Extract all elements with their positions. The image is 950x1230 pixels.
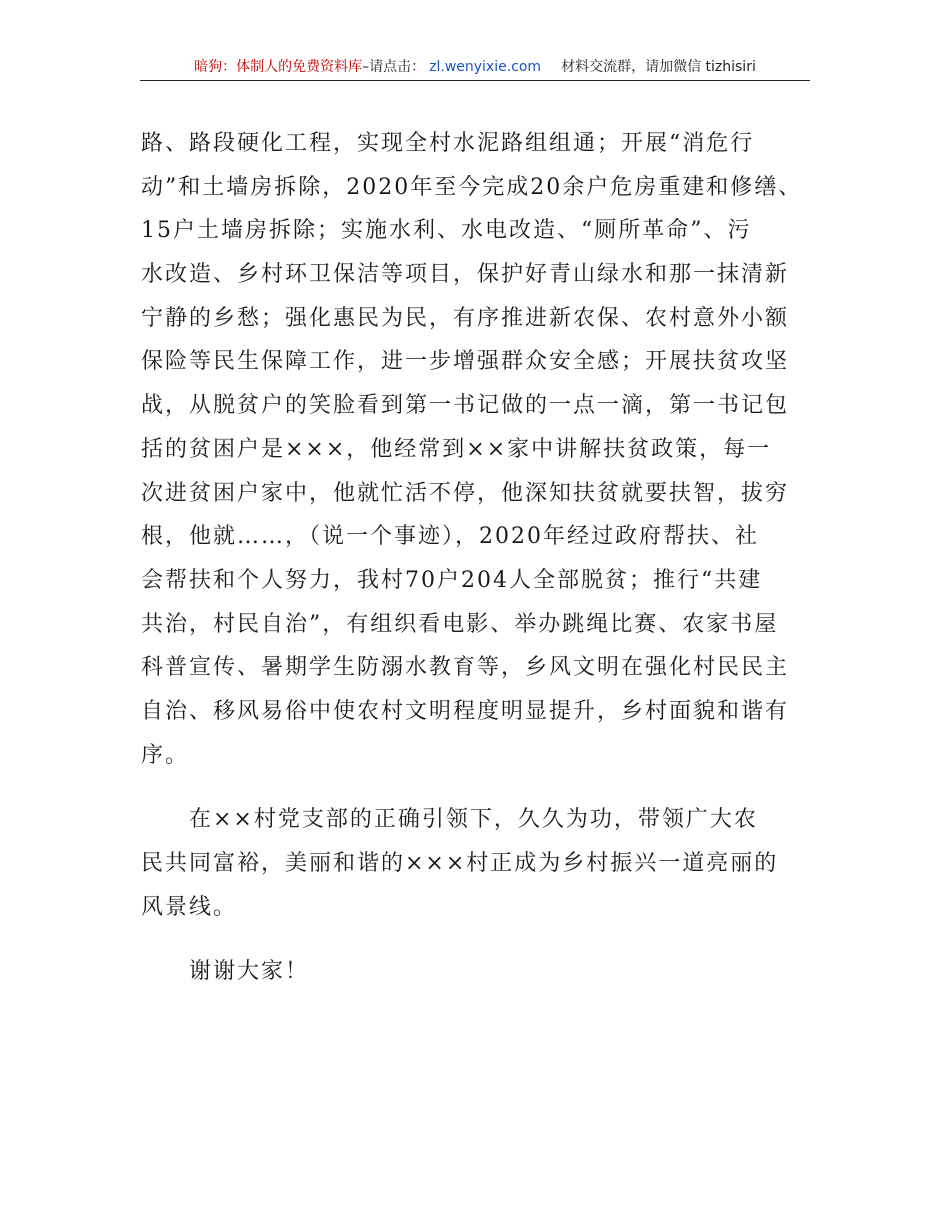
- text-line: 民共同富裕，美丽和谐的×××村正成为乡村振兴一道亮丽的: [141, 851, 779, 876]
- text-line: 动”和土墙房拆除，2020年至今完成20余户危房重建和修缮、: [141, 174, 803, 200]
- text-line: 水改造、乡村环卫保洁等项目，保护好青山绿水和那一抹清新: [141, 262, 790, 288]
- text-line: 在××村党支部的正确引领下，久久为功，带领广大农: [189, 807, 758, 833]
- page-header: [140, 56, 810, 81]
- text-line: 次进贫困户家中，他就忙活不停，他深知扶贫就要扶智，拔穷: [141, 480, 790, 506]
- text-line: 根，他就……，（说一个事迹），2020年经过政府帮扶、社: [141, 524, 759, 550]
- header-wechat-note: 材料交流群，请加微信 tizhisiri: [561, 59, 756, 75]
- paragraph-2: [141, 798, 813, 929]
- closing-paragraph: [141, 950, 813, 994]
- closing-text: 谢谢大家！: [189, 959, 310, 985]
- text-line: 风景线。: [141, 894, 238, 920]
- text-line: 战，从脱贫户的笑脸看到第一书记做的一点一滴，第一书记包: [141, 393, 790, 419]
- paragraph-spacer: [141, 777, 813, 798]
- text-line: 会帮扶和个人努力，我村70户204人全部脱贫；推行“共建: [141, 567, 763, 593]
- paragraph-spacer: [141, 929, 813, 950]
- text-line: 括的贫困户是×××，他经常到××家中讲解扶贫政策，每一: [141, 436, 772, 462]
- text-line: 路、路段硬化工程，实现全村水泥路组组通；开展“消危行: [141, 131, 755, 156]
- text-line: 保险等民生保障工作，进一步增强群众安全感；开展扶贫攻坚: [141, 349, 790, 375]
- text-line: 共治，村民自治”，有组织看电影、举办跳绳比赛、农家书屋: [141, 611, 779, 637]
- header-website-link[interactable]: zl.wenyixie.com: [429, 59, 542, 75]
- text-line: 科普宣传、暑期学生防溺水教育等，乡风文明在强化村民民主: [141, 655, 790, 681]
- paragraph-1: [141, 122, 813, 777]
- text-line: 宁静的乡愁；强化惠民为民，有序推进新农保、农村意外小额: [141, 305, 790, 331]
- header-prompt: –请点击：: [362, 59, 426, 75]
- document-body: [141, 122, 813, 994]
- text-line: 自治、移风易俗中使农村文明程度明显提升，乡村面貌和谐有: [141, 698, 790, 724]
- text-line: 序。: [141, 742, 190, 768]
- text-line: 15户土墙房拆除；实施水利、水电改造、“厕所革命”、污: [141, 218, 752, 244]
- header-brand: 暗狗：体制人的免费资料库: [194, 59, 363, 75]
